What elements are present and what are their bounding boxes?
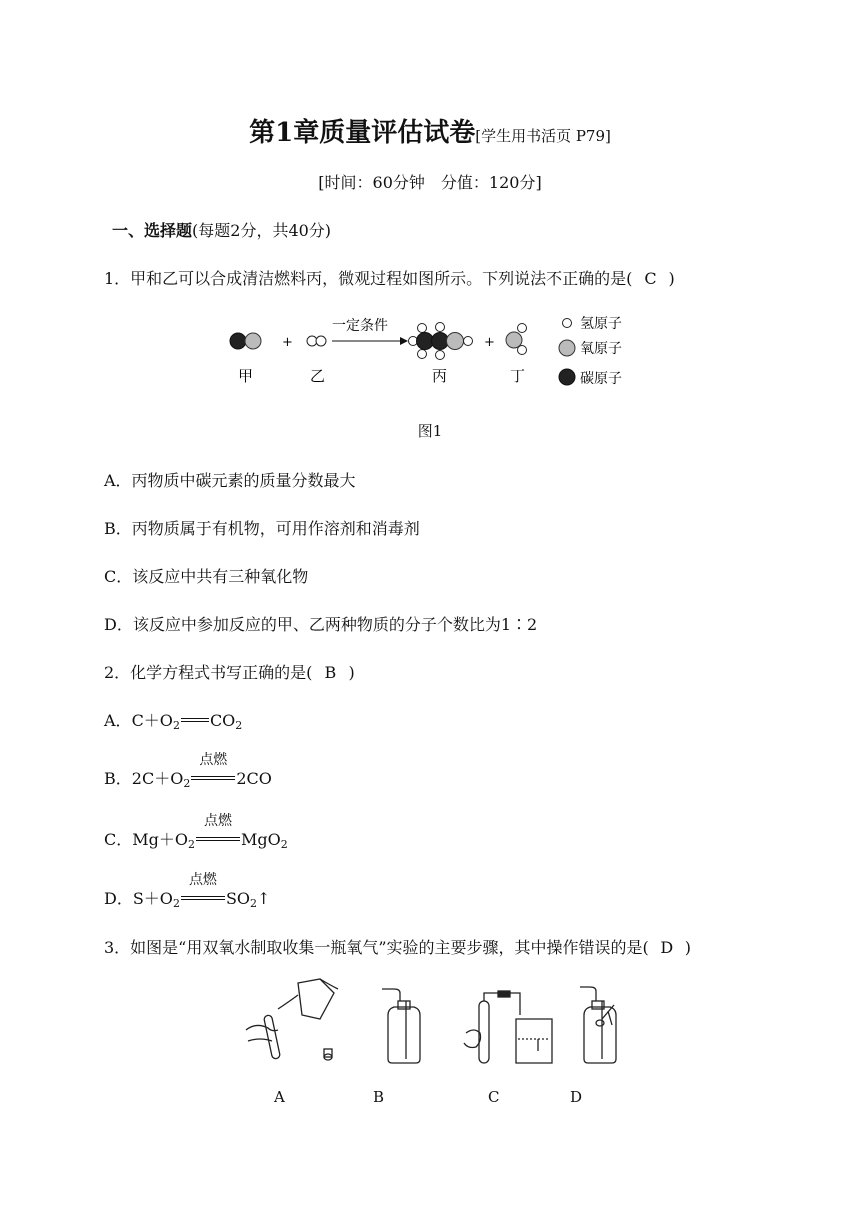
carbon-atom [432,333,449,350]
question-3-stem [104,935,691,958]
gas-arrow-icon: ↑ [257,889,271,908]
section-note: (每题2分，共40分) [192,221,332,240]
arrow-condition: 一定条件 [332,318,388,334]
q1-option-d: D．该反应中参加反应的甲、乙两种物质的分子个数比为1∶2 [104,615,538,634]
question-3-answer: D [660,938,674,957]
condition-text: 点燃 [188,872,217,888]
equation-left: Mg＋O [132,830,188,849]
hydrogen-atom [418,324,427,333]
condition-text: 点燃 [199,752,228,768]
equation-left: S＋O [132,889,173,908]
apparatus-a-pouring [246,979,338,1060]
figure-label-b: B [373,1088,385,1106]
condition-equals [191,752,235,788]
subscript: 2 [250,897,258,910]
hydrogen-atom [316,336,326,346]
option-letter: A． [104,711,132,730]
q1-option-b: B．丙物质属于有机物，可用作溶剂和消毒剂 [104,519,420,538]
legend-hydrogen: 氢原子 [580,316,622,332]
question-1-stem [104,266,675,289]
legend-carbon: 碳原子 [580,371,622,387]
condition-text: 点燃 [204,813,232,829]
subscript: 2 [172,897,180,910]
section-heading [112,218,331,241]
subscript: 2 [280,838,288,851]
q1-option-c: C．该反应中共有三种氧化物 [104,567,309,586]
question-2-close: ) [348,663,355,682]
arrow-head [400,337,408,345]
label-yi: 乙 [310,367,326,385]
exam-meta: [时间：60分钟 分值：120分] [318,173,542,192]
question-3-close: ) [684,938,692,957]
q2-option-b [104,752,272,790]
condition-equals [181,872,225,908]
subscript: 2 [188,838,195,851]
carbon-atom [417,333,434,350]
page-title [0,112,860,149]
plus-sign-2: + [484,335,495,350]
subscript: 2 [235,719,243,732]
equation-right: SO [225,889,251,908]
question-1-close: ) [668,269,675,288]
hydrogen-atom [518,346,527,355]
legend-oxygen-icon [559,340,575,356]
figure-caption: 图1 [417,422,443,440]
oxygen-atom [506,332,522,348]
label-bing: 丙 [432,367,448,385]
figure-label-d: D [570,1088,583,1106]
equals-sign [181,718,209,722]
equation-right: MgO [241,830,281,849]
apparatus-d-collection [580,987,616,1063]
condition-equals [196,813,240,849]
question-3-text: 3．如图是“用双氧水制取收集一瓶氧气”实验的主要步骤，其中操作错误的是( [104,938,649,957]
q2-option-d [104,872,271,910]
legend-oxygen: 氧原子 [580,341,622,357]
option-letter: C． [104,830,133,849]
oxygen-atom [447,333,464,350]
question-1-answer: C [644,269,657,288]
question-2-text: 2．化学方程式书写正确的是( [104,663,313,682]
label-jia: 甲 [238,367,254,385]
subscript: 2 [172,719,180,732]
option-letter: D． [104,889,133,908]
title-reference: [学生用书活页 P79] [475,127,611,145]
question-2-answer: B [324,663,337,682]
legend-hydrogen-icon [563,319,572,328]
q1-option-a: A．丙物质中碳元素的质量分数最大 [104,471,356,490]
hydrogen-atom [436,351,445,360]
figure-label-a: A [274,1088,285,1106]
legend-carbon-icon [559,369,575,385]
title-main: 第1章质量评估试卷 [249,118,476,148]
label-ding: 丁 [510,367,526,385]
apparatus-c-airtight-check [464,991,552,1063]
question-1-text: 1．甲和乙可以合成清洁燃料丙，微观过程如图所示。下列说法不正确的是( [104,269,633,288]
apparatus-b-bottle [382,989,420,1063]
hydrogen-atom [464,337,473,346]
subscript: 2 [183,777,191,790]
section-title: 一、选择题 [112,221,193,240]
lab-apparatus-figure [236,975,636,1075]
q2-option-c [104,813,288,851]
option-letter: B． [104,769,132,788]
carbon-atom [230,333,246,349]
equation-right: 2CO [236,769,272,788]
molecule-reaction-figure [220,308,640,403]
q2-option-a [104,708,242,731]
hydrogen-atom [418,350,427,359]
oxygen-atom [245,333,261,349]
hydrogen-atom [436,323,445,332]
question-2-stem [104,660,355,683]
equation-left: C＋O [131,711,173,730]
equation-right: CO [209,711,236,730]
plus-sign-1: + [282,335,293,350]
equation-left: 2C＋O [131,769,184,788]
figure-label-c: C [488,1088,500,1106]
hydrogen-atom [518,324,527,333]
